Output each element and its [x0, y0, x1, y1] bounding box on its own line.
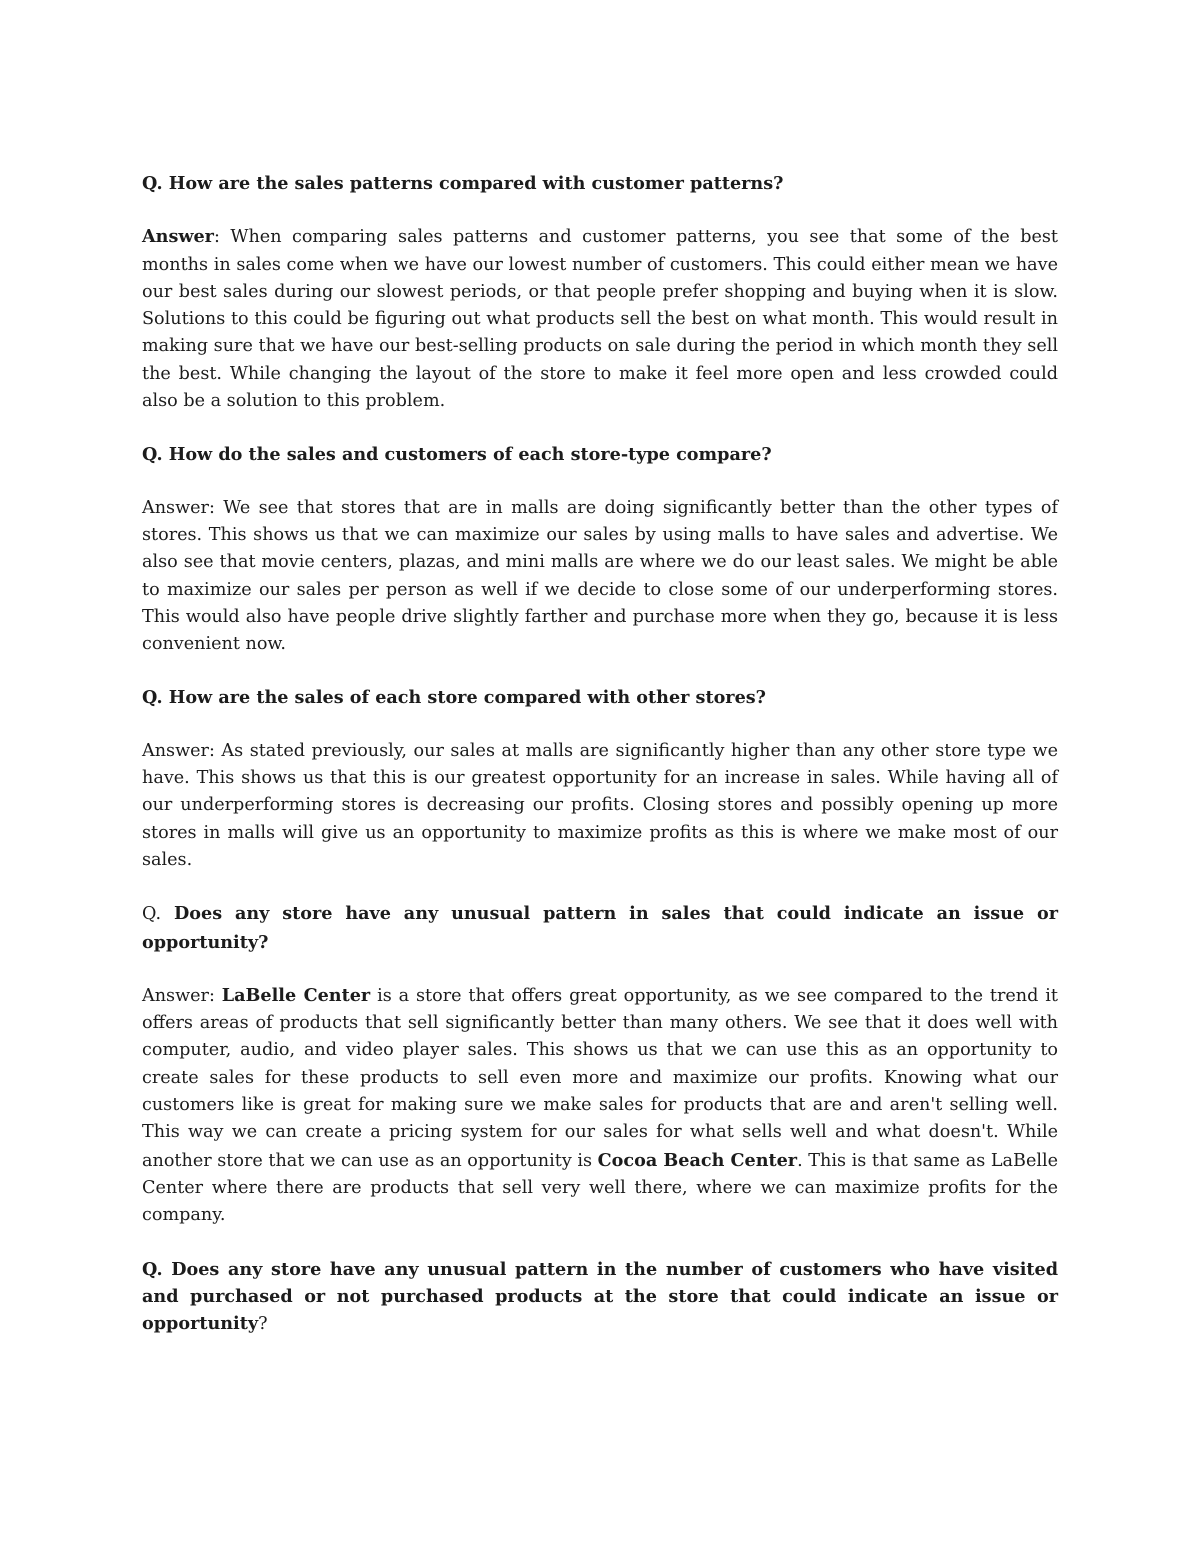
question-5: Q. Does any store have any unusual pattern in the number of customers who have visited and purchased or not purchased products at the store that could indicate an issue or opportunity? — [142, 1258, 1058, 1335]
answer-3-text: : As stated previously, our sales at malls are significantly higher than any other store type we have. This shows us that this is our greatest opportunity for an increase in sales. While having all of our underperforming stores is decreasing our profits. Closing stores and possibly opening up more stores in malls will give us an opportunity to maximize profits as this is where we make most of our sales. — [142, 740, 1058, 870]
store-name-labelle: LaBelle Center — [221, 984, 371, 1006]
answer-4-label: Answer — [142, 985, 209, 1006]
answer-3 — [142, 738, 1058, 874]
answer-3-label: Answer — [142, 740, 209, 761]
answer-2-label: Answer — [142, 497, 209, 518]
question-5-text: Does any store have any unusual pattern in the number of customers who have visited and purchased or not purchased products at the store that could indicate an issue or opportunity — [142, 1258, 1058, 1335]
answer-2-text: : We see that stores that are in malls are doing significantly better than the other types of stores. This shows us that we can maximize our sales by using malls to have sales and advertise. We also see that movie centers, plazas, and mini malls are where we do our least sales. We might be able to maximize our sales per person as well if we decide to close some of our underperforming stores. This would also have people drive slightly farther and purchase more when they go, because it is less convenient now. — [142, 497, 1058, 655]
question-2: Q. How do the sales and customers of each store-type compare? — [142, 444, 772, 466]
question-2-text: How do the sales and customers of each store-type compare? — [168, 444, 772, 466]
question-1-text: How are the sales patterns compared with customer patterns? — [168, 173, 784, 194]
question-3-text: How are the sales of each store compared with other stores? — [168, 687, 766, 709]
question-3: Q. How are the sales of each store compared with other stores? — [142, 687, 766, 709]
question-4-text: Does any store have any unusual pattern in sales that could indicate an issue or opportunity? — [142, 903, 1058, 953]
answer-1 — [142, 223, 1058, 415]
answer-4-text-2: is a store that offers great opportunity, as we see compared to the trend it offers areas of products that sell significantly better than many others. We see that it does well with computer, audio, and video player sales. This shows us that we can use this as an opportunity to create sales for these products to sell even more and maximize our profits. Knowing what our customers like is great for making sure we make sales for products that are and aren't selling well. This way we can create a pricing system for our sales for what sells well and what doesn't. While another store that we can use as an opportunity is — [142, 985, 1058, 1171]
document-page — [142, 170, 1058, 1364]
answer-4-text-1: : — [208, 985, 222, 1006]
answer-1-text: : When comparing sales patterns and customer patterns, you see that some of the best months in sales come when we have our lowest number of customers. This could either mean we have our best sales during our slowest periods, or that people prefer shopping and buying when it is slow. Solutions to this could be figuring out what products sell the best on what month. This would result in making sure that we have our best-selling products on sale during the period in which month they sell the best. While changing the layout of the store to make it feel more open and less crowded could also be a solution to this problem. — [142, 227, 1058, 412]
answer-4-text-3: . This is that same as LaBelle Center where there are products that sell very well there, where we can maximize profits for the company. — [142, 1150, 1059, 1226]
answer-1-label: Answer — [142, 226, 214, 248]
question-5-end: ? — [258, 1314, 268, 1335]
question-4: Q. Does any store have any unusual pattern in sales that could indicate an issue or opportunity? — [142, 903, 1058, 953]
answer-4 — [142, 982, 1058, 1230]
answer-2 — [142, 495, 1058, 659]
question-1: Q. How are the sales patterns compared with customer patterns? — [142, 173, 784, 194]
store-name-cocoa-beach: Cocoa Beach Center — [597, 1149, 798, 1171]
